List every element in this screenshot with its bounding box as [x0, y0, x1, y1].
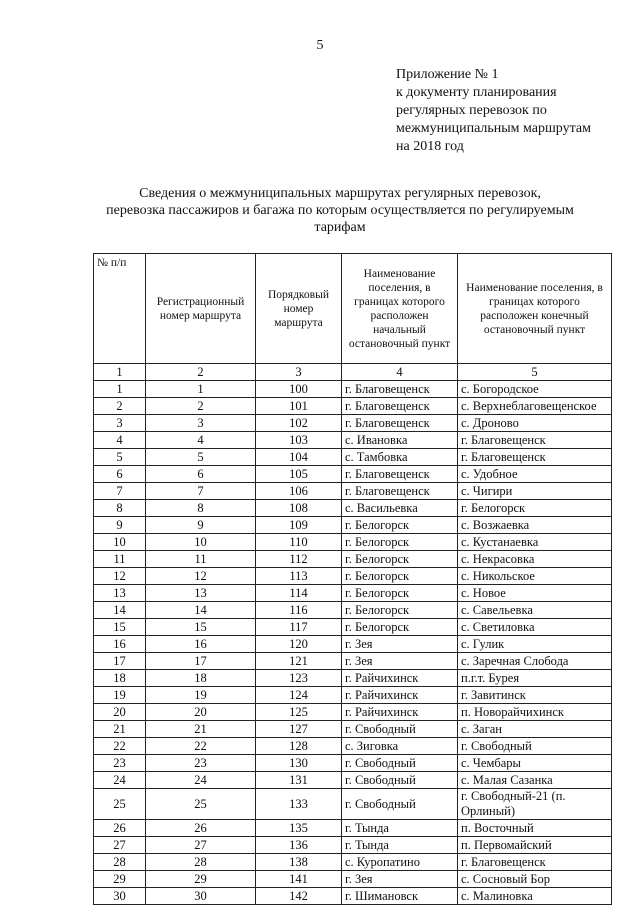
appendix-line: к документу планирования [396, 85, 557, 100]
cell-end-settlement: с. Светиловка [458, 619, 612, 636]
cell-start-settlement: г. Белогорск [342, 585, 458, 602]
cell-route-number: 113 [256, 568, 342, 585]
cell-registration-number: 24 [146, 772, 256, 789]
cell-end-settlement: г. Завитинск [458, 687, 612, 704]
cell-start-settlement: г. Зея [342, 653, 458, 670]
cell-start-settlement: г. Белогорск [342, 517, 458, 534]
table-row [94, 738, 612, 755]
cell-end-settlement: с. Заган [458, 721, 612, 738]
cell-row-number: 11 [94, 551, 146, 568]
page-number: 5 [316, 38, 324, 53]
cell-end-settlement: с. Некрасовка [458, 551, 612, 568]
cell-row-number: 14 [94, 602, 146, 619]
cell-start-settlement: г. Зея [342, 636, 458, 653]
table-header-row [94, 254, 612, 364]
column-number: 3 [256, 364, 342, 381]
table-row [94, 449, 612, 466]
table-row [94, 585, 612, 602]
cell-registration-number: 14 [146, 602, 256, 619]
cell-start-settlement: г. Свободный [342, 789, 458, 820]
cell-route-number: 128 [256, 738, 342, 755]
cell-row-number: 21 [94, 721, 146, 738]
cell-registration-number: 1 [146, 381, 256, 398]
cell-route-number: 127 [256, 721, 342, 738]
cell-route-number: 110 [256, 534, 342, 551]
table-row [94, 871, 612, 888]
table-row [94, 534, 612, 551]
cell-registration-number: 20 [146, 704, 256, 721]
cell-registration-number: 27 [146, 837, 256, 854]
cell-route-number: 141 [256, 871, 342, 888]
cell-route-number: 130 [256, 755, 342, 772]
cell-route-number: 117 [256, 619, 342, 636]
cell-route-number: 121 [256, 653, 342, 670]
cell-start-settlement: г. Белогорск [342, 551, 458, 568]
cell-row-number: 6 [94, 466, 146, 483]
cell-row-number: 10 [94, 534, 146, 551]
table-row [94, 820, 612, 837]
cell-end-settlement: с. Удобное [458, 466, 612, 483]
cell-route-number: 138 [256, 854, 342, 871]
cell-end-settlement: г. Белогорск [458, 500, 612, 517]
cell-start-settlement: г. Благовещенск [342, 381, 458, 398]
routes-table [93, 253, 612, 905]
cell-route-number: 102 [256, 415, 342, 432]
cell-end-settlement: с. Савельевка [458, 602, 612, 619]
cell-registration-number: 6 [146, 466, 256, 483]
cell-row-number: 4 [94, 432, 146, 449]
cell-start-settlement: г. Благовещенск [342, 483, 458, 500]
cell-registration-number: 19 [146, 687, 256, 704]
table-row [94, 568, 612, 585]
cell-registration-number: 22 [146, 738, 256, 755]
table-row [94, 772, 612, 789]
cell-end-settlement: с. Богородское [458, 381, 612, 398]
cell-end-settlement: п.г.т. Бурея [458, 670, 612, 687]
cell-end-settlement: с. Гулик [458, 636, 612, 653]
cell-end-settlement: с. Заречная Слобода [458, 653, 612, 670]
cell-start-settlement: г. Зея [342, 871, 458, 888]
cell-route-number: 123 [256, 670, 342, 687]
cell-row-number: 5 [94, 449, 146, 466]
title-line: Сведения о межмуниципальных маршрутах регулярных перевозок, [139, 186, 541, 201]
cell-route-number: 125 [256, 704, 342, 721]
cell-row-number: 24 [94, 772, 146, 789]
table-row [94, 466, 612, 483]
appendix-line: на 2018 год [396, 139, 464, 154]
cell-route-number: 133 [256, 789, 342, 820]
cell-route-number: 114 [256, 585, 342, 602]
cell-row-number: 2 [94, 398, 146, 415]
cell-registration-number: 7 [146, 483, 256, 500]
cell-row-number: 29 [94, 871, 146, 888]
table-row [94, 619, 612, 636]
cell-start-settlement: г. Райчихинск [342, 704, 458, 721]
column-number: 4 [342, 364, 458, 381]
cell-row-number: 16 [94, 636, 146, 653]
table-row [94, 551, 612, 568]
cell-start-settlement: с. Васильевка [342, 500, 458, 517]
column-number: 1 [94, 364, 146, 381]
cell-row-number: 23 [94, 755, 146, 772]
cell-registration-number: 9 [146, 517, 256, 534]
cell-route-number: 124 [256, 687, 342, 704]
table-row [94, 636, 612, 653]
cell-start-settlement: г. Свободный [342, 721, 458, 738]
cell-registration-number: 26 [146, 820, 256, 837]
cell-end-settlement: с. Чембары [458, 755, 612, 772]
header-end-settlement: Наименование поселения, в границах которого расположен конечный остановочный пункт [458, 254, 612, 364]
cell-row-number: 19 [94, 687, 146, 704]
cell-registration-number: 23 [146, 755, 256, 772]
cell-end-settlement: с. Верхнеблаговещенское [458, 398, 612, 415]
cell-row-number: 20 [94, 704, 146, 721]
cell-registration-number: 13 [146, 585, 256, 602]
cell-row-number: 1 [94, 381, 146, 398]
cell-end-settlement: г. Благовещенск [458, 432, 612, 449]
cell-row-number: 7 [94, 483, 146, 500]
cell-registration-number: 16 [146, 636, 256, 653]
cell-start-settlement: г. Белогорск [342, 619, 458, 636]
cell-registration-number: 8 [146, 500, 256, 517]
cell-end-settlement: г. Благовещенск [458, 449, 612, 466]
cell-route-number: 108 [256, 500, 342, 517]
cell-row-number: 18 [94, 670, 146, 687]
cell-row-number: 17 [94, 653, 146, 670]
cell-row-number: 15 [94, 619, 146, 636]
cell-start-settlement: г. Благовещенск [342, 466, 458, 483]
cell-route-number: 120 [256, 636, 342, 653]
cell-route-number: 104 [256, 449, 342, 466]
table-row [94, 721, 612, 738]
cell-registration-number: 25 [146, 789, 256, 820]
cell-route-number: 116 [256, 602, 342, 619]
cell-end-settlement: п. Первомайский [458, 837, 612, 854]
cell-start-settlement: г. Благовещенск [342, 398, 458, 415]
column-number: 2 [146, 364, 256, 381]
table-row [94, 789, 612, 820]
header-start-settlement: Наименование поселения, в границах которого расположен начальный остановочный пункт [342, 254, 458, 364]
table-row [94, 687, 612, 704]
cell-start-settlement: г. Свободный [342, 772, 458, 789]
cell-row-number: 13 [94, 585, 146, 602]
appendix-line: межмуниципальным маршрутам [396, 121, 591, 136]
document-title [60, 185, 620, 236]
cell-route-number: 135 [256, 820, 342, 837]
cell-row-number: 3 [94, 415, 146, 432]
cell-end-settlement: с. Кустанаевка [458, 534, 612, 551]
cell-start-settlement: с. Ивановка [342, 432, 458, 449]
cell-registration-number: 17 [146, 653, 256, 670]
cell-end-settlement: г. Свободный-21 (п. Орлиный) [458, 789, 612, 820]
cell-route-number: 103 [256, 432, 342, 449]
cell-registration-number: 30 [146, 888, 256, 905]
cell-start-settlement: г. Благовещенск [342, 415, 458, 432]
cell-row-number: 9 [94, 517, 146, 534]
table-row [94, 888, 612, 905]
table-row [94, 755, 612, 772]
table-row [94, 398, 612, 415]
cell-end-settlement: с. Чигири [458, 483, 612, 500]
cell-start-settlement: г. Свободный [342, 755, 458, 772]
cell-end-settlement: с. Возжаевка [458, 517, 612, 534]
cell-route-number: 136 [256, 837, 342, 854]
cell-route-number: 131 [256, 772, 342, 789]
cell-end-settlement: с. Сосновый Бор [458, 871, 612, 888]
cell-registration-number: 28 [146, 854, 256, 871]
cell-registration-number: 29 [146, 871, 256, 888]
cell-start-settlement: г. Тында [342, 820, 458, 837]
cell-row-number: 8 [94, 500, 146, 517]
cell-route-number: 101 [256, 398, 342, 415]
cell-registration-number: 12 [146, 568, 256, 585]
cell-route-number: 142 [256, 888, 342, 905]
cell-registration-number: 21 [146, 721, 256, 738]
cell-registration-number: 10 [146, 534, 256, 551]
cell-row-number: 30 [94, 888, 146, 905]
cell-end-settlement: с. Малая Сазанка [458, 772, 612, 789]
table-row [94, 854, 612, 871]
table-row [94, 517, 612, 534]
table-row [94, 415, 612, 432]
cell-start-settlement: г. Белогорск [342, 534, 458, 551]
table-row [94, 653, 612, 670]
appendix-block [396, 66, 591, 156]
appendix-line: регулярных перевозок по [396, 103, 547, 118]
cell-start-settlement: с. Зиговка [342, 738, 458, 755]
cell-route-number: 105 [256, 466, 342, 483]
table-row [94, 837, 612, 854]
header-route-number: Порядковый номер маршрута [256, 254, 342, 364]
cell-registration-number: 11 [146, 551, 256, 568]
cell-registration-number: 5 [146, 449, 256, 466]
cell-route-number: 109 [256, 517, 342, 534]
table-row [94, 602, 612, 619]
cell-start-settlement: г. Тында [342, 837, 458, 854]
cell-start-settlement: г. Райчихинск [342, 687, 458, 704]
cell-registration-number: 18 [146, 670, 256, 687]
table-row [94, 500, 612, 517]
cell-end-settlement: с. Малиновка [458, 888, 612, 905]
cell-end-settlement: г. Свободный [458, 738, 612, 755]
appendix-line: Приложение № 1 [396, 67, 499, 82]
cell-row-number: 27 [94, 837, 146, 854]
cell-start-settlement: г. Белогорск [342, 568, 458, 585]
cell-end-settlement: с. Дроново [458, 415, 612, 432]
title-line: тарифам [314, 220, 366, 235]
cell-route-number: 106 [256, 483, 342, 500]
cell-row-number: 12 [94, 568, 146, 585]
cell-row-number: 25 [94, 789, 146, 820]
header-registration-number: Регистрационный номер маршрута [146, 254, 256, 364]
table-row [94, 670, 612, 687]
cell-start-settlement: г. Шимановск [342, 888, 458, 905]
cell-row-number: 28 [94, 854, 146, 871]
cell-end-settlement: п. Восточный [458, 820, 612, 837]
cell-end-settlement: г. Благовещенск [458, 854, 612, 871]
title-line: перевозка пассажиров и багажа по которым осуществляется по регулируемым [106, 203, 574, 218]
cell-route-number: 100 [256, 381, 342, 398]
cell-route-number: 112 [256, 551, 342, 568]
column-number: 5 [458, 364, 612, 381]
cell-registration-number: 3 [146, 415, 256, 432]
cell-end-settlement: с. Никольское [458, 568, 612, 585]
cell-registration-number: 15 [146, 619, 256, 636]
cell-row-number: 22 [94, 738, 146, 755]
cell-row-number: 26 [94, 820, 146, 837]
cell-start-settlement: г. Белогорск [342, 602, 458, 619]
column-number-row [94, 364, 612, 381]
cell-end-settlement: с. Новое [458, 585, 612, 602]
table-row [94, 704, 612, 721]
cell-start-settlement: г. Райчихинск [342, 670, 458, 687]
cell-registration-number: 4 [146, 432, 256, 449]
table-row [94, 432, 612, 449]
cell-registration-number: 2 [146, 398, 256, 415]
header-number: № п/п [94, 254, 146, 364]
table-row [94, 483, 612, 500]
table-row [94, 381, 612, 398]
cell-start-settlement: с. Куропатино [342, 854, 458, 871]
cell-start-settlement: с. Тамбовка [342, 449, 458, 466]
cell-end-settlement: п. Новорайчихинск [458, 704, 612, 721]
